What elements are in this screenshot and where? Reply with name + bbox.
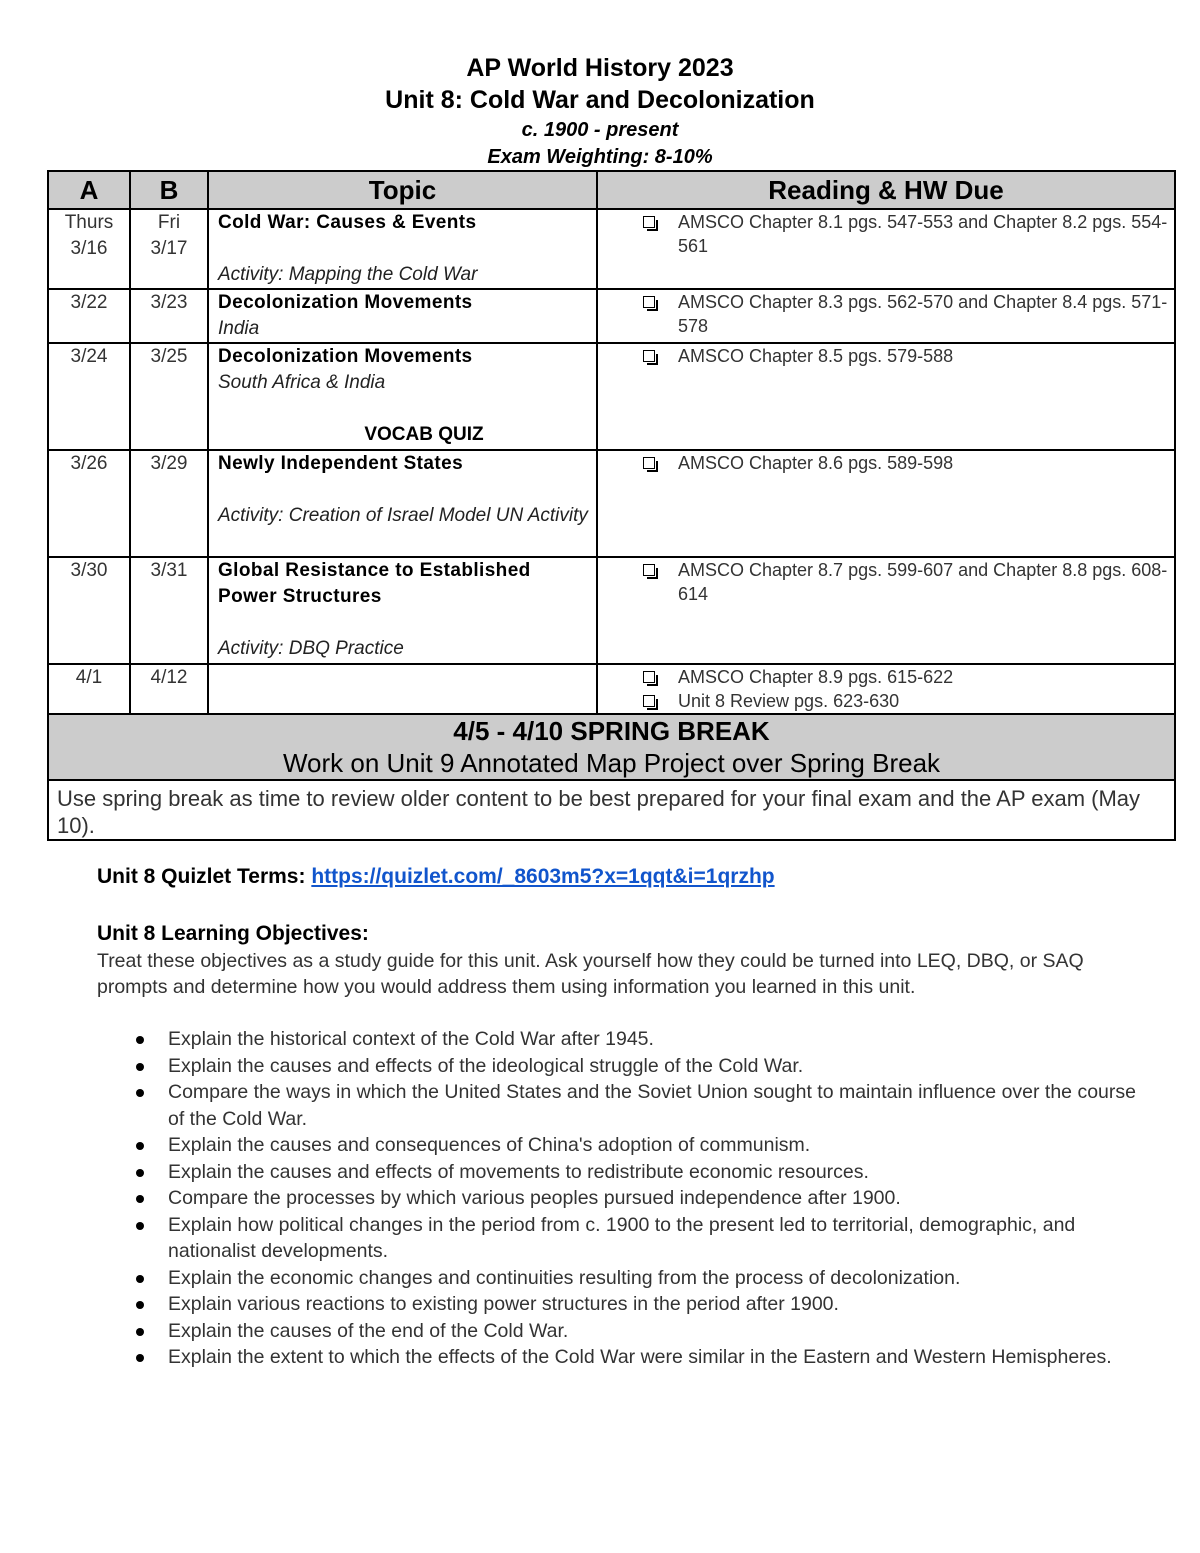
table-row (48, 289, 1175, 343)
objective-text: Explain the causes and consequences of China's adoption of communism. (168, 1134, 811, 1156)
homework-cell (597, 664, 1175, 714)
document-header (0, 52, 1200, 170)
bullet-icon (136, 1169, 144, 1177)
homework-item (643, 290, 1174, 338)
topic-subtitle: South Africa & India (218, 372, 386, 393)
spring-break-subtitle: Work on Unit 9 Annotated Map Project over Spring Break (282, 748, 941, 778)
objective-text: Explain the causes and effects of movements to redistribute economic resources. (168, 1160, 869, 1183)
day-b-cell (130, 289, 208, 343)
homework-item (643, 451, 1174, 475)
day-b-label: Fri (157, 212, 181, 233)
table-row (48, 343, 1175, 450)
objective-text: Explain the historical context of the Cold War after 1945. (168, 1028, 654, 1050)
spring-break-title: 4/5 - 4/10 SPRING BREAK (453, 716, 770, 746)
column-header-reading: Reading & HW Due (597, 171, 1175, 209)
topic-activity: Activity: Mapping the Cold War (218, 264, 478, 285)
bullet-icon (136, 1142, 144, 1150)
day-b-date: 3/31 (150, 560, 188, 581)
column-header-topic: Topic (208, 171, 597, 209)
checkbox-icon (643, 695, 655, 707)
checkbox-icon (643, 671, 655, 683)
quizlet-link[interactable]: https://quizlet.com/_8603m5?x=1qqt&i=1qrzhp (311, 865, 775, 888)
spring-break-note: Use spring break as time to review older content to be best prepared for your final exam and the AP exam (May 10). (48, 780, 1175, 840)
homework-text: AMSCO Chapter 8.9 pgs. 615-622 (678, 667, 954, 687)
objective-item (168, 1053, 1147, 1080)
objective-item (168, 1291, 1147, 1318)
topic-cell (208, 289, 597, 343)
homework-cell (597, 343, 1175, 450)
bullet-icon (136, 1089, 144, 1097)
spring-break-cell (48, 714, 1175, 780)
day-a-cell (48, 343, 130, 450)
homework-item (643, 210, 1174, 258)
day-b-date: 3/23 (150, 292, 188, 313)
homework-cell (597, 557, 1175, 664)
objective-text: Compare the ways in which the United States and the Soviet Union sought to maintain influence over the course of the Cold War. (168, 1081, 1136, 1130)
topic-subtitle: India (218, 318, 260, 339)
day-b-cell (130, 450, 208, 557)
table-row (48, 557, 1175, 664)
learning-objectives (97, 920, 1147, 1371)
homework-text: Unit 8 Review pgs. 623-630 (678, 691, 900, 711)
day-b-cell (130, 343, 208, 450)
homework-text: AMSCO Chapter 8.3 pgs. 562-570 and Chapter 8.4 pgs. 571-578 (678, 292, 1168, 336)
day-b-cell (130, 664, 208, 714)
homework-text: AMSCO Chapter 8.6 pgs. 589-598 (678, 453, 954, 473)
topic-title: Decolonization Movements (218, 346, 473, 367)
day-a-date: 3/22 (70, 292, 108, 313)
table-row (48, 664, 1175, 714)
bullet-icon (136, 1328, 144, 1336)
objective-item (168, 1132, 1147, 1159)
bullet-icon (136, 1195, 144, 1203)
objective-text: Compare the processes by which various peoples pursued independence after 1900. (168, 1187, 901, 1209)
topic-title: Global Resistance to Established Power Structures (218, 560, 531, 607)
table-header-row (48, 171, 1175, 209)
day-a-date: 3/16 (70, 238, 108, 259)
objective-item (168, 1079, 1147, 1132)
day-a-label: Thurs (64, 212, 114, 233)
homework-item (643, 665, 1174, 689)
topic-title: Newly Independent States (218, 453, 464, 474)
homework-cell (597, 289, 1175, 343)
topic-activity: Activity: DBQ Practice (218, 638, 404, 659)
objective-item (168, 1265, 1147, 1292)
objective-text: Explain the causes and effects of the ideological struggle of the Cold War. (168, 1054, 804, 1077)
checkbox-icon (643, 216, 655, 228)
topic-cell (208, 209, 597, 289)
topic-title: Decolonization Movements (218, 292, 473, 313)
homework-item (643, 344, 1174, 368)
bullet-icon (136, 1301, 144, 1309)
day-a-cell (48, 289, 130, 343)
spring-break-row (48, 714, 1175, 780)
day-b-cell (130, 557, 208, 664)
table-row (48, 450, 1175, 557)
bullet-icon (136, 1063, 144, 1071)
objective-text: Explain how political changes in the period from c. 1900 to the present led to territorial, demographic, and nationalist developments. (168, 1213, 1076, 1262)
objective-item (168, 1344, 1147, 1371)
column-header-b: B (130, 171, 208, 209)
objective-item (168, 1026, 1147, 1053)
topic-title: Cold War: Causes & Events (218, 212, 477, 233)
checkbox-icon (643, 296, 655, 308)
homework-item (643, 689, 1174, 713)
checkbox-icon (643, 350, 655, 362)
exam-weighting: Exam Weighting: 8-10% (487, 146, 713, 168)
day-b-cell (130, 209, 208, 289)
day-a-date: 3/24 (70, 346, 108, 367)
homework-item (643, 558, 1174, 606)
schedule-table (47, 170, 1176, 841)
homework-text: AMSCO Chapter 8.5 pgs. 579-588 (678, 346, 954, 366)
day-a-cell (48, 450, 130, 557)
topic-activity: Activity: Creation of Israel Model UN Activity (218, 505, 588, 526)
objective-item (168, 1159, 1147, 1186)
topic-cell (208, 343, 597, 450)
checkbox-icon (643, 564, 655, 576)
objectives-list (97, 1026, 1147, 1371)
day-b-date: 3/25 (150, 346, 188, 367)
objective-item (168, 1212, 1147, 1265)
table-row (48, 209, 1175, 289)
objectives-heading: Unit 8 Learning Objectives: (97, 922, 369, 945)
objective-text: Explain the economic changes and continuities resulting from the process of decolonization. (168, 1266, 961, 1289)
homework-cell (597, 209, 1175, 289)
topic-cell (208, 557, 597, 664)
objective-item (168, 1185, 1147, 1212)
bullet-icon (136, 1222, 144, 1230)
homework-cell (597, 450, 1175, 557)
objectives-intro: Treat these objectives as a study guide for this unit. Ask yourself how they could be turned into LEQ, DBQ, or SAQ prompts and determine how you would address them using information you learned in this unit. (97, 950, 1084, 998)
objective-item (168, 1318, 1147, 1345)
time-period: c. 1900 - present (521, 119, 679, 141)
objective-text: Explain the causes of the end of the Cold War. (168, 1319, 569, 1342)
objective-text: Explain various reactions to existing power structures in the period after 1900. (168, 1293, 839, 1315)
day-a-cell (48, 664, 130, 714)
homework-text: AMSCO Chapter 8.7 pgs. 599-607 and Chapter 8.8 pgs. 608-614 (678, 560, 1168, 604)
day-a-date: 3/26 (70, 453, 108, 474)
objective-text: Explain the extent to which the effects of the Cold War were similar in the Eastern and Western Hemispheres. (168, 1346, 1112, 1368)
day-a-cell (48, 557, 130, 664)
column-header-a: A (48, 171, 130, 209)
bullet-icon (136, 1275, 144, 1283)
quizlet-line (97, 863, 775, 891)
unit-title: Unit 8: Cold War and Decolonization (385, 86, 815, 114)
day-a-date: 4/1 (75, 667, 103, 688)
vocab-quiz-label: VOCAB QUIZ (364, 424, 484, 445)
checkbox-icon (643, 457, 655, 469)
spring-break-note-row (48, 780, 1175, 840)
topic-cell (208, 450, 597, 557)
quizlet-label: Unit 8 Quizlet Terms: (97, 865, 306, 888)
day-a-date: 3/30 (70, 560, 108, 581)
day-a-cell (48, 209, 130, 289)
topic-cell (208, 664, 597, 714)
course-title: AP World History 2023 (466, 54, 734, 82)
day-b-date: 3/17 (150, 238, 188, 259)
homework-text: AMSCO Chapter 8.1 pgs. 547-553 and Chapter 8.2 pgs. 554-561 (678, 212, 1168, 256)
bullet-icon (136, 1036, 144, 1044)
bullet-icon (136, 1354, 144, 1362)
day-b-date: 3/29 (150, 453, 188, 474)
day-b-date: 4/12 (150, 667, 188, 688)
